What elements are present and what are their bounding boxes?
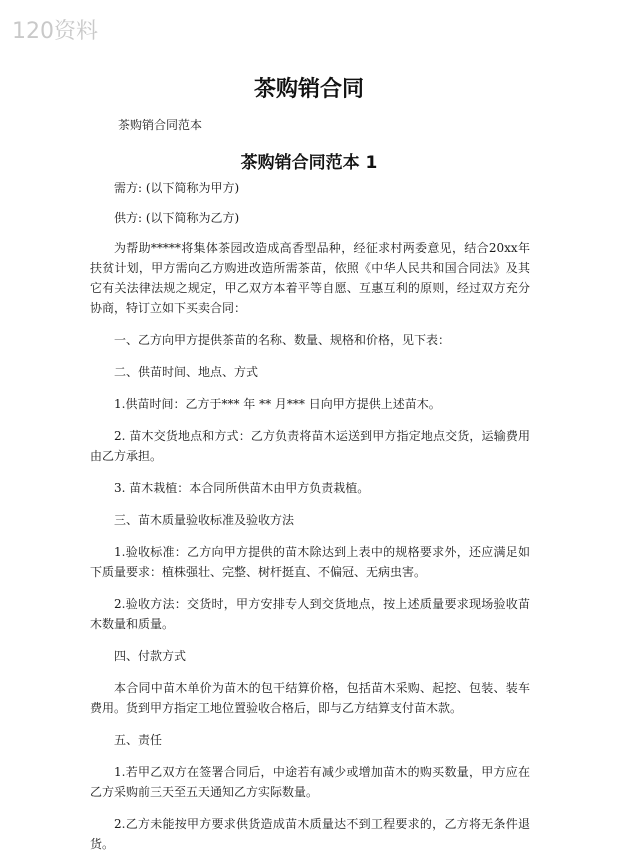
clause-5-item-2: 2.乙方未能按甲方要求供货造成苗木质量达不到工程要求的，乙方将无条件退货。 — [90, 817, 530, 851]
contract-body — [90, 178, 530, 866]
clause-heading-2: 二、供苗时间、地点、方式 — [114, 365, 259, 379]
seller-line: 供方: (以下简称为乙方) — [114, 211, 240, 225]
watermark: 120资料 — [12, 19, 98, 44]
section-title: 茶购销合同范本 1 — [240, 153, 378, 173]
clause-3-item-2: 2.验收方法：交货时，甲方安排专人到交货地点，按上述质量要求现场验收苗木数量和质量。 — [90, 597, 530, 631]
document-title: 茶购销合同 — [253, 77, 364, 102]
clause-heading-5: 五、责任 — [114, 733, 163, 747]
clause-4-paragraph: 本合同中苗木单价为苗木的包干结算价格，包括苗木采购、起挖、包装、装车费用。货到甲方指定工地位置验收合格后，即与乙方结算支付苗木款。 — [90, 681, 530, 715]
clause-heading-3: 三、苗木质量验收标准及验收方法 — [114, 513, 295, 527]
clause-heading-1: 一、乙方向甲方提供茶苗的名称、数量、规格和价格，见下表： — [114, 333, 451, 347]
clause-heading-4: 四、付款方式 — [114, 649, 187, 663]
clause-2-item-3: 3. 苗木栽植：本合同所供苗木由甲方负责栽植。 — [114, 481, 370, 495]
preamble-paragraph: 为帮助*****将集体茶园改造成高香型品种，经征求村两委意见，结合20xx年扶贫计划，甲方需向乙方购进改造所需茶苗，依照《中华人民共和国合同法》及其它有关法律法规之规定，甲乙双方本着平等自愿、互惠互利的原则，经过双方充分协商，特订立如下买卖合同： — [90, 241, 530, 315]
document-subtitle: 茶购销合同范本 — [118, 118, 203, 132]
clause-2-item-2: 2. 苗木交货地点和方式：乙方负责将苗木运送到甲方指定地点交货，运输费用由乙方承担。 — [90, 429, 530, 463]
buyer-line: 需方: (以下简称为甲方) — [114, 181, 240, 195]
clause-2-item-1: 1.供苗时间：乙方于*** 年 ** 月*** 日向甲方提供上述苗木。 — [114, 397, 441, 411]
clause-5-item-1: 1.若甲乙双方在签署合同后，中途若有减少或增加苗木的购买数量，甲方应在乙方采购前三天至五天通知乙方实际数量。 — [90, 765, 530, 799]
clause-3-item-1: 1.验收标准：乙方向甲方提供的苗木除达到上表中的规格要求外，还应满足如下质量要求：植株强壮、完整、树杆挺直、不偏冠、无病虫害。 — [90, 545, 530, 579]
